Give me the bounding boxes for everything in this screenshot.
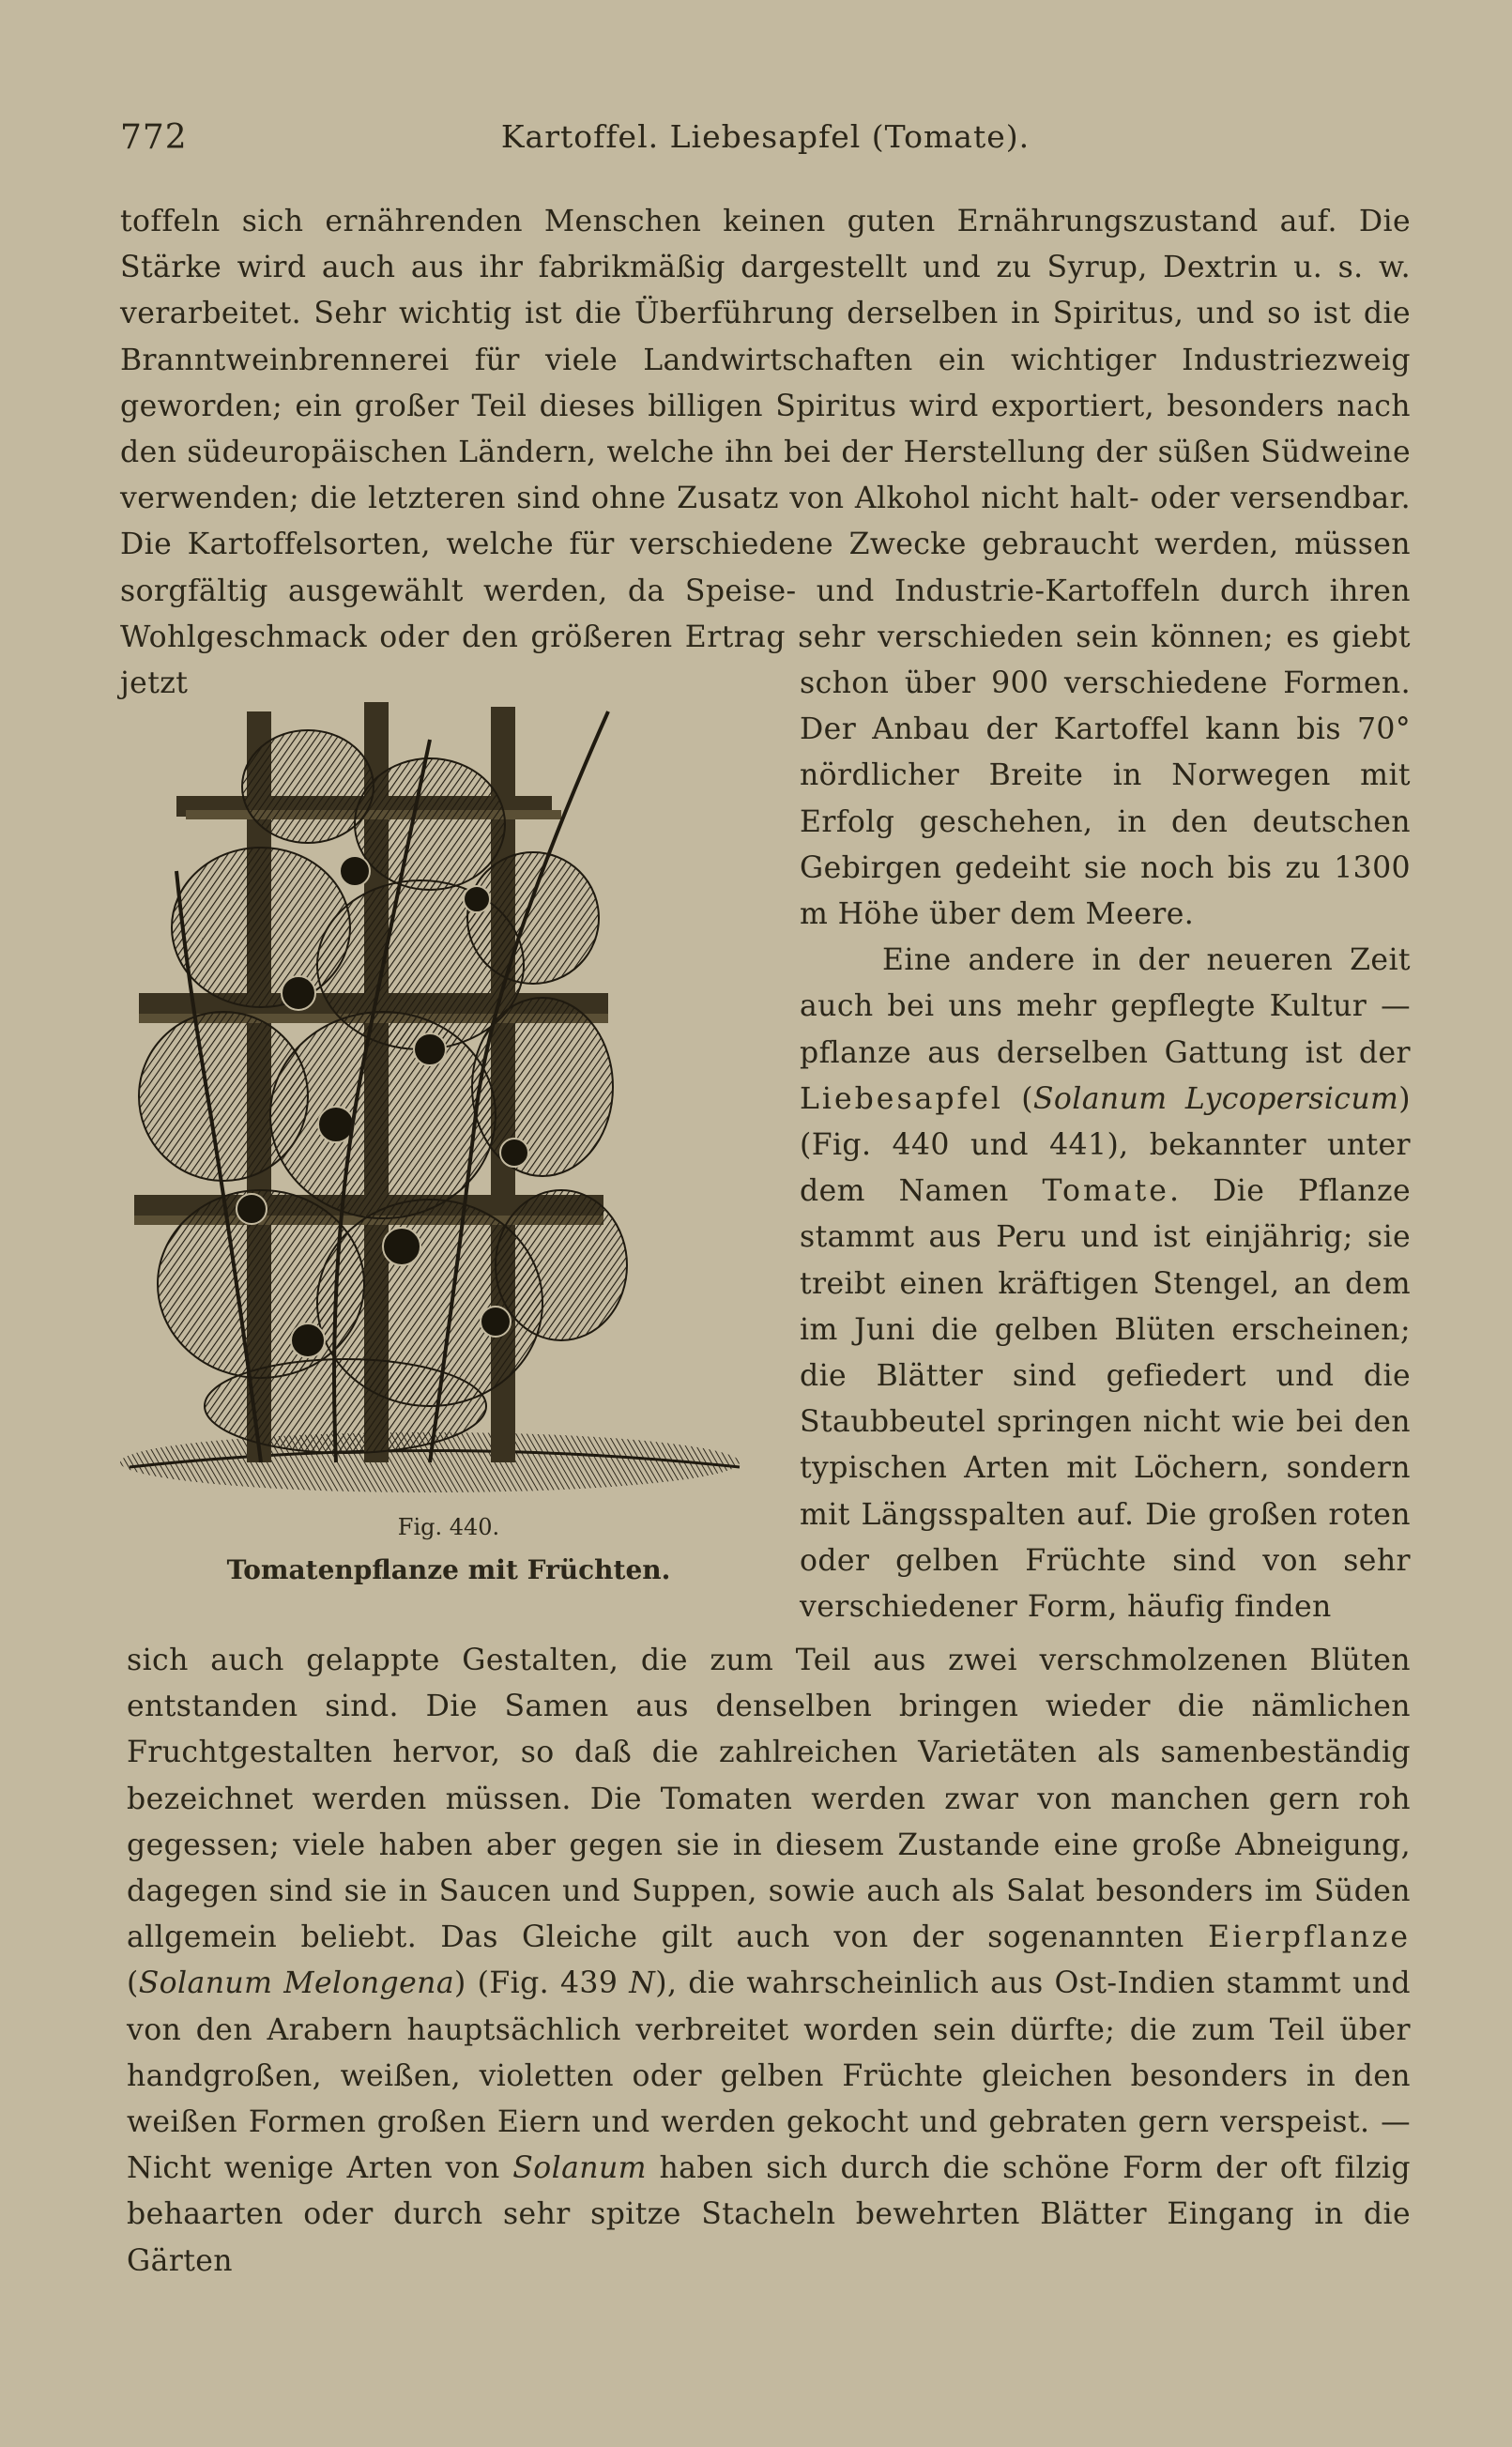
term-tomate: Tomate xyxy=(1042,1174,1169,1209)
latin-solanum-melongena: Solanum Melongena xyxy=(138,1966,454,2001)
term-eierpflanze: Eierpflanze xyxy=(1208,1920,1411,1955)
side-paragraph-1: schon über 900 verschiedene Formen. Der Anbau der Kartoffel kann bis 70° nördlicher Breite in Norwegen mit Erfolg geschehen, in den deutschen Gebirgen gedeiht sie noch bis zu 1300 m Höhe über dem Meere. xyxy=(800,666,1411,932)
bottom-b: ( xyxy=(127,1966,139,2001)
latin-solanum-lycopersicum: Solanum Lycopersicum xyxy=(1032,1081,1399,1116)
running-title: Kartoffel. Liebesapfel (Tomate). xyxy=(500,118,1031,155)
side-paragraph-2 xyxy=(800,938,1411,1630)
side-p2-d: . Die Pflanze stammt aus Peru und ist einjährig; sie treibt einen kräftigen Stengel, an dem im Juni die gelben Blüten erscheinen; die Blätter sind gefiedert und die Staubbeutel springen nicht wie bei den typischen Arten mit Löchern, sondern mit Längsspalten auf. Die großen roten oder gelben Früchte sind von sehr verschiedener Form, häufig finden xyxy=(800,1174,1411,1625)
top-paragraph xyxy=(120,199,1411,707)
latin-solanum: Solanum xyxy=(512,2151,647,2186)
bottom-text xyxy=(127,1638,1411,2285)
tomato-plant-illustration xyxy=(120,683,777,1500)
figure-440 xyxy=(120,683,777,1603)
top-text: toffeln sich ernährenden Menschen keinen guten Ernährungszustand auf. Die Stärke wird auch aus ihr fabrikmäßig dargestellt und zu Syrup, Dextrin u. s. w. verarbeitet. Sehr wichtig ist die Überführung derselben in Spiritus, und so ist die Branntweinbrennerei für viele Landwirtschaften ein wichtiger Industriezweig geworden; ein großer Teil dieses billigen Spiritus wird exportiert, besonders nach den südeuropäischen Ländern, welche ihn bei der Herstellung der süßen Südweine verwenden; die letzteren sind ohne Zusatz von Alkohol nicht halt- oder versendbar. Die Kartoffelsorten, welche für verschiedene Zwecke gebraucht werden, müssen sorgfältig ausgewählt werden, da Speise- und Industrie-Kartoffeln durch ihren Wohlgeschmack oder den größeren Ertrag sehr verschieden sein können; es giebt jetzt xyxy=(120,205,1411,701)
bottom-e: haben sich durch die schöne Form der oft filzig behaarten oder durch sehr spitze Stacheln bewehrten Blätter Eingang in die Gärten xyxy=(127,2151,1411,2278)
figure-number: Fig. 440. xyxy=(397,1514,500,1540)
page-header xyxy=(120,115,1411,161)
term-liebesapfel: Liebesapfel xyxy=(800,1081,1003,1116)
bottom-paragraph xyxy=(127,1638,1411,2285)
bottom-c: ) (Fig. 439 xyxy=(454,1966,630,2001)
page-number: 772 xyxy=(120,118,188,157)
side-p2-b: ( xyxy=(1002,1081,1033,1116)
fig-letter: N xyxy=(629,1966,656,2001)
bottom-d: ), die wahrscheinlich aus Ost-Indien stammt und von den Arabern hauptsächlich verbreitet worden sein dürfte; die zum Teil über handgroßen, weißen, violetten oder gelben Früchte gleichen besonders in den weißen Formen großen Eiern und werden gekocht und gebraten gern verspeist. — Nicht wenige Arten von xyxy=(127,1966,1411,2186)
bottom-a: sich auch gelappte Gestalten, die zum Teil aus zwei verschmolzenen Blüten entstanden sind. Die Samen aus denselben bringen wieder die nämlichen Fruchtgestalten hervor, so daß die zahlreichen Varietäten als samenbeständig bezeichnet werden müssen. Die Tomaten werden zwar von manchen gern roh gegessen; viele haben aber gegen sie in diesem Zustande eine große Abneigung, dagegen sind sie in Saucen und Suppen, sowie auch als Salat besonders im Süden allgemein beliebt. Das Gleiche gilt auch von der sogenannten xyxy=(127,1644,1411,1955)
side-p2-a: Eine andere in der neueren Zeit auch bei uns mehr gepflegte Kultur — pflanze aus derselben Gattung ist der xyxy=(800,943,1411,1070)
side-p2-c: ) (Fig. 440 und 441), bekannter unter dem Namen xyxy=(800,1081,1411,1209)
side-column-text xyxy=(800,661,1411,1630)
figure-caption: Tomatenpflanze mit Früchten. xyxy=(226,1554,671,1585)
